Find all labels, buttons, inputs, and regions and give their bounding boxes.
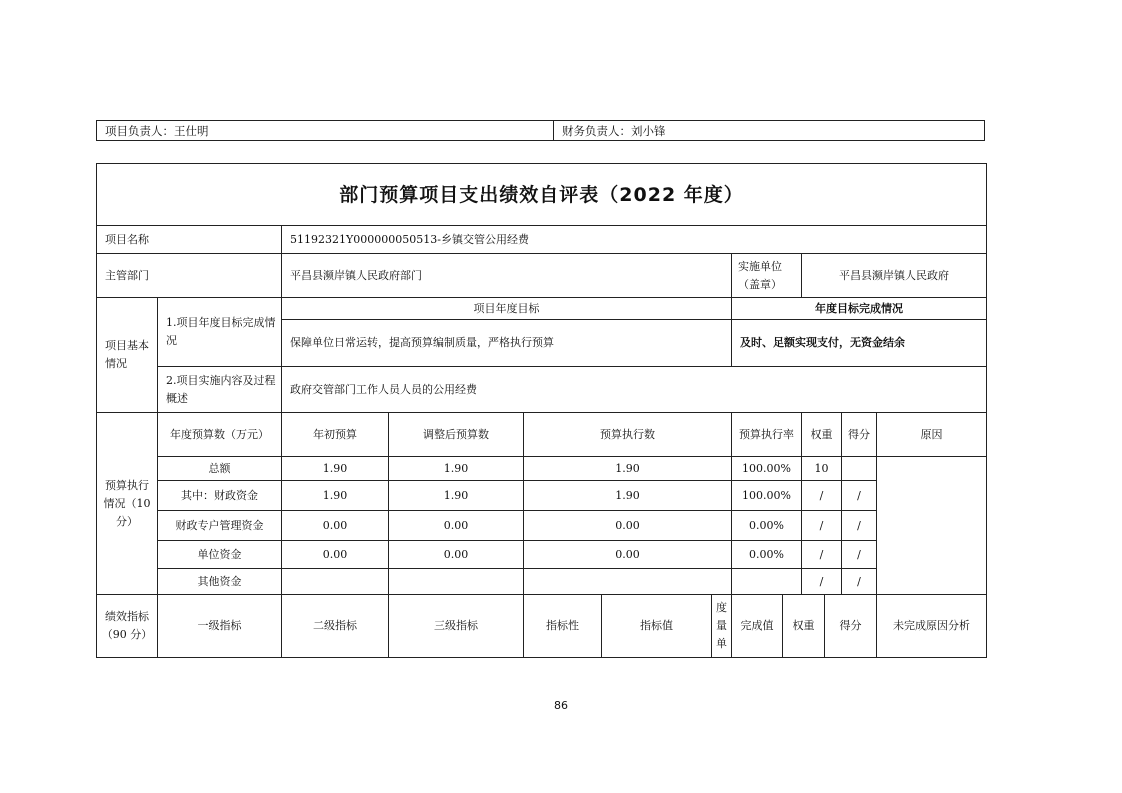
budget-header-reason: 原因: [877, 413, 987, 457]
budget-row-rate: 0.00%: [732, 541, 802, 569]
budget-row-name: 财政专户管理资金: [158, 511, 282, 541]
perf-header-reason: 未完成原因分析: [877, 595, 987, 658]
impl-label: 2.项目实施内容及过程概述: [158, 367, 282, 413]
budget-row-weight: /: [802, 569, 842, 595]
budget-row-initial: 0.00: [282, 541, 389, 569]
finance-leader: 财务负责人：刘小锋: [562, 123, 666, 138]
budget-row-executed: 0.00: [524, 511, 732, 541]
budget-row-score: /: [842, 481, 877, 511]
budget-row-score: /: [842, 541, 877, 569]
budget-row-adjusted: 0.00: [389, 511, 524, 541]
budget-row-score: /: [842, 569, 877, 595]
budget-row-name: 其他资金: [158, 569, 282, 595]
budget-row-executed: 1.90: [524, 457, 732, 481]
perf-header-completed: 完成值: [732, 595, 783, 658]
budget-row-initial: 1.90: [282, 457, 389, 481]
budget-row-weight: 10: [802, 457, 842, 481]
budget-row-name: 总额: [158, 457, 282, 481]
evaluation-form: [96, 163, 987, 658]
dept-label: 主管部门: [97, 254, 282, 298]
budget-row-name: 其中：财政资金: [158, 481, 282, 511]
perf-header-weight: 权重: [783, 595, 825, 658]
budget-row-adjusted: 0.00: [389, 541, 524, 569]
perf-header-level3: 三级指标: [389, 595, 524, 658]
budget-header-initial: 年初预算: [282, 413, 389, 457]
budget-row-score: [842, 457, 877, 481]
budget-header-annual: 年度预算数（万元）: [158, 413, 282, 457]
perf-header-score: 得分: [825, 595, 877, 658]
perf-section-label: 绩效指标（90 分）: [97, 595, 158, 658]
goal-text: 保障单位日常运转，提高预算编制质量，严格执行预算: [282, 320, 732, 367]
signature-header: [96, 120, 985, 141]
impl-unit-value: 平昌县濒岸镇人民政府: [802, 254, 987, 298]
budget-row-weight: /: [802, 481, 842, 511]
budget-row-rate: 0.00%: [732, 511, 802, 541]
budget-row-rate: [732, 569, 802, 595]
budget-header-score: 得分: [842, 413, 877, 457]
page-number: 86: [554, 699, 568, 712]
perf-header-nature: 指标性: [524, 595, 602, 658]
budget-row-weight: /: [802, 541, 842, 569]
perf-header-unit: 度量单: [712, 595, 732, 658]
budget-row-score: /: [842, 511, 877, 541]
dept-value: 平昌县濒岸镇人民政府部门: [282, 254, 732, 298]
budget-row-name: 单位资金: [158, 541, 282, 569]
budget-row-initial: 1.90: [282, 481, 389, 511]
goal-label: 1.项目年度目标完成情况: [158, 298, 282, 367]
budget-row-rate: 100.00%: [732, 457, 802, 481]
budget-header-weight: 权重: [802, 413, 842, 457]
budget-header-executed: 预算执行数: [524, 413, 732, 457]
budget-row-initial: [282, 569, 389, 595]
project-name-label: 项目名称: [97, 226, 282, 254]
completion-text: 及时、足额实现支付，无资金结余: [732, 320, 987, 367]
budget-row-rate: 100.00%: [732, 481, 802, 511]
project-leader: 项目负责人：王仕明: [97, 121, 554, 140]
completion-col-header: 年度目标完成情况: [732, 298, 987, 320]
budget-row-weight: /: [802, 511, 842, 541]
impl-unit-label: 实施单位（盖章）: [732, 254, 802, 298]
budget-row-executed: 1.90: [524, 481, 732, 511]
impl-text: 政府交管部门工作人员人员的公用经费: [282, 367, 987, 413]
budget-section-label: 预算执行情况（10 分）: [97, 413, 158, 595]
budget-row-executed: 0.00: [524, 541, 732, 569]
form-title: 部门预算项目支出绩效自评表（2022 年度）: [97, 164, 987, 226]
goal-col-header: 项目年度目标: [282, 298, 732, 320]
budget-header-adjusted: 调整后预算数: [389, 413, 524, 457]
budget-header-rate: 预算执行率: [732, 413, 802, 457]
budget-row-adjusted: 1.90: [389, 457, 524, 481]
budget-row-initial: 0.00: [282, 511, 389, 541]
perf-header-level2: 二级指标: [282, 595, 389, 658]
budget-row-executed: [524, 569, 732, 595]
perf-header-level1: 一级指标: [158, 595, 282, 658]
perf-header-value: 指标值: [602, 595, 712, 658]
budget-row-adjusted: 1.90: [389, 481, 524, 511]
project-name-value: 51192321Y000000050513-乡镇交管公用经费: [282, 226, 987, 254]
budget-reason-cell: [877, 457, 987, 595]
budget-row-adjusted: [389, 569, 524, 595]
basic-info-label: 项目基本情况: [97, 298, 158, 413]
